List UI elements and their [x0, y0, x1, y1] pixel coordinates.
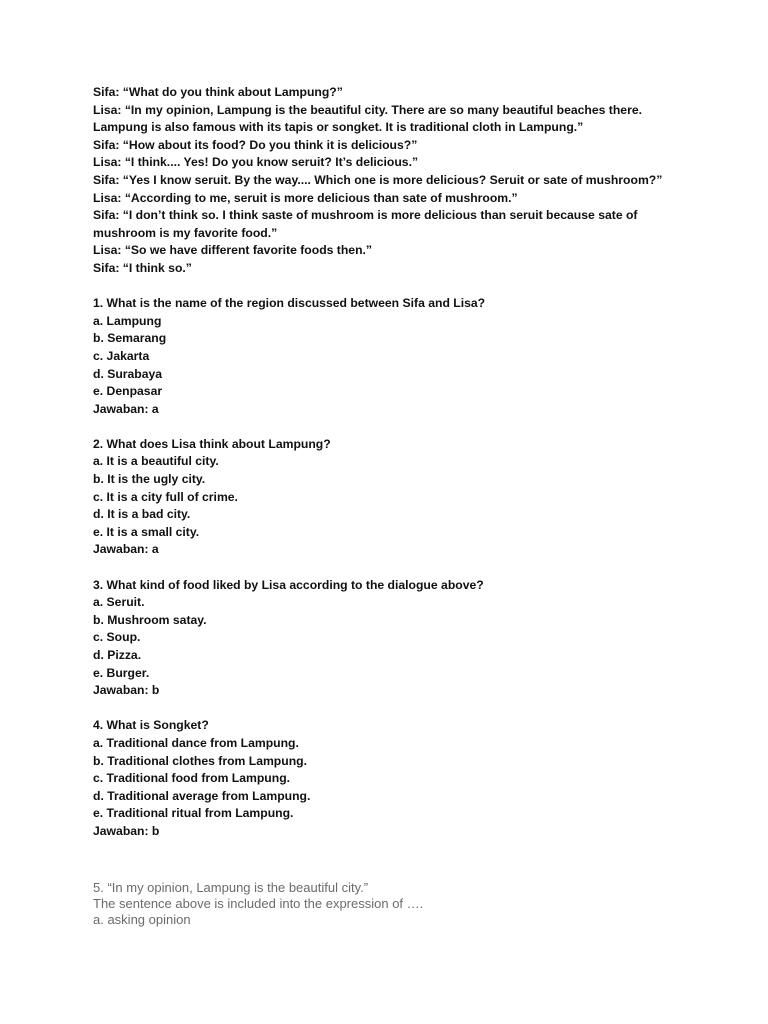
question-4 [93, 717, 733, 840]
answer-option: c. Soup. [93, 630, 141, 645]
document-page [93, 84, 733, 841]
answer-option: e. It is a small city. [93, 524, 200, 539]
answer-option: d. Traditional average from Lampung. [93, 788, 311, 803]
dialogue-line: Lisa: “According to me, seruit is more delicious than sate of mushroom.” [93, 190, 518, 205]
answer-option: a. It is a beautiful city. [93, 454, 219, 469]
dialogue-line: Sifa: “I don’t think so. I think saste of mushroom is more delicious than seruit because sate of [93, 208, 638, 223]
answer-option: c. It is a city full of crime. [93, 489, 238, 504]
dialogue-line: Sifa: “Yes I know seruit. By the way.... Which one is more delicious? Seruit or sate of mushroom?” [93, 172, 663, 187]
answer-key: Jawaban: a [93, 401, 159, 416]
dialogue-line: Lisa: “In my opinion, Lampung is the beautiful city. There are so many beautiful beaches there. [93, 102, 642, 117]
answer-option: d. It is a bad city. [93, 507, 191, 522]
question-text: The sentence above is included into the expression of …. [93, 896, 424, 911]
answer-option: c. Traditional food from Lampung. [93, 771, 291, 786]
answer-option: e. Burger. [93, 665, 150, 680]
answer-key: Jawaban: b [93, 823, 160, 838]
answer-option: c. Jakarta [93, 348, 150, 363]
dialogue-line: Lampung is also famous with its tapis or songket. It is traditional cloth in Lampung.” [93, 120, 584, 135]
dialogue-line: Sifa: “How about its food? Do you think it is delicious?” [93, 137, 418, 152]
question-5 [93, 880, 693, 928]
dialogue-line: Sifa: “What do you think about Lampung?” [93, 85, 343, 99]
answer-option: a. Seruit. [93, 595, 145, 610]
answer-option: a. Traditional dance from Lampung. [93, 735, 299, 750]
question-text: 1. What is the name of the region discussed between Sifa and Lisa? [93, 296, 486, 311]
question-3 [93, 577, 733, 700]
answer-option: a. Lampung [93, 313, 162, 328]
answer-key: Jawaban: b [93, 683, 160, 698]
answer-option: b. It is the ugly city. [93, 472, 206, 487]
answer-option: e. Traditional ritual from Lampung. [93, 806, 294, 821]
dialogue-line: Lisa: “So we have different favorite foods then.” [93, 243, 373, 258]
answer-option: b. Mushroom satay. [93, 612, 207, 627]
answer-option: b. Semarang [93, 331, 167, 346]
question-text: 2. What does Lisa think about Lampung? [93, 436, 331, 451]
answer-option: a. asking opinion [93, 912, 191, 927]
question-1 [93, 295, 733, 418]
dialogue-block [93, 84, 733, 278]
answer-option: b. Traditional clothes from Lampung. [93, 753, 307, 768]
answer-option: e. Denpasar [93, 384, 163, 399]
question-text: 3. What kind of food liked by Lisa according to the dialogue above? [93, 577, 484, 592]
dialogue-line: Lisa: “I think.... Yes! Do you know seruit? It’s delicious.” [93, 155, 419, 170]
dialogue-line: mushroom is my favorite food.” [93, 225, 278, 240]
answer-key: Jawaban: a [93, 542, 159, 557]
answer-option: d. Surabaya [93, 366, 163, 381]
dialogue-line: Sifa: “I think so.” [93, 260, 192, 275]
question-quote: 5. “In my opinion, Lampung is the beautiful city.” [93, 880, 369, 895]
answer-option: d. Pizza. [93, 648, 142, 662]
question-2 [93, 436, 733, 559]
question-text: 4. What is Songket? [93, 718, 209, 733]
